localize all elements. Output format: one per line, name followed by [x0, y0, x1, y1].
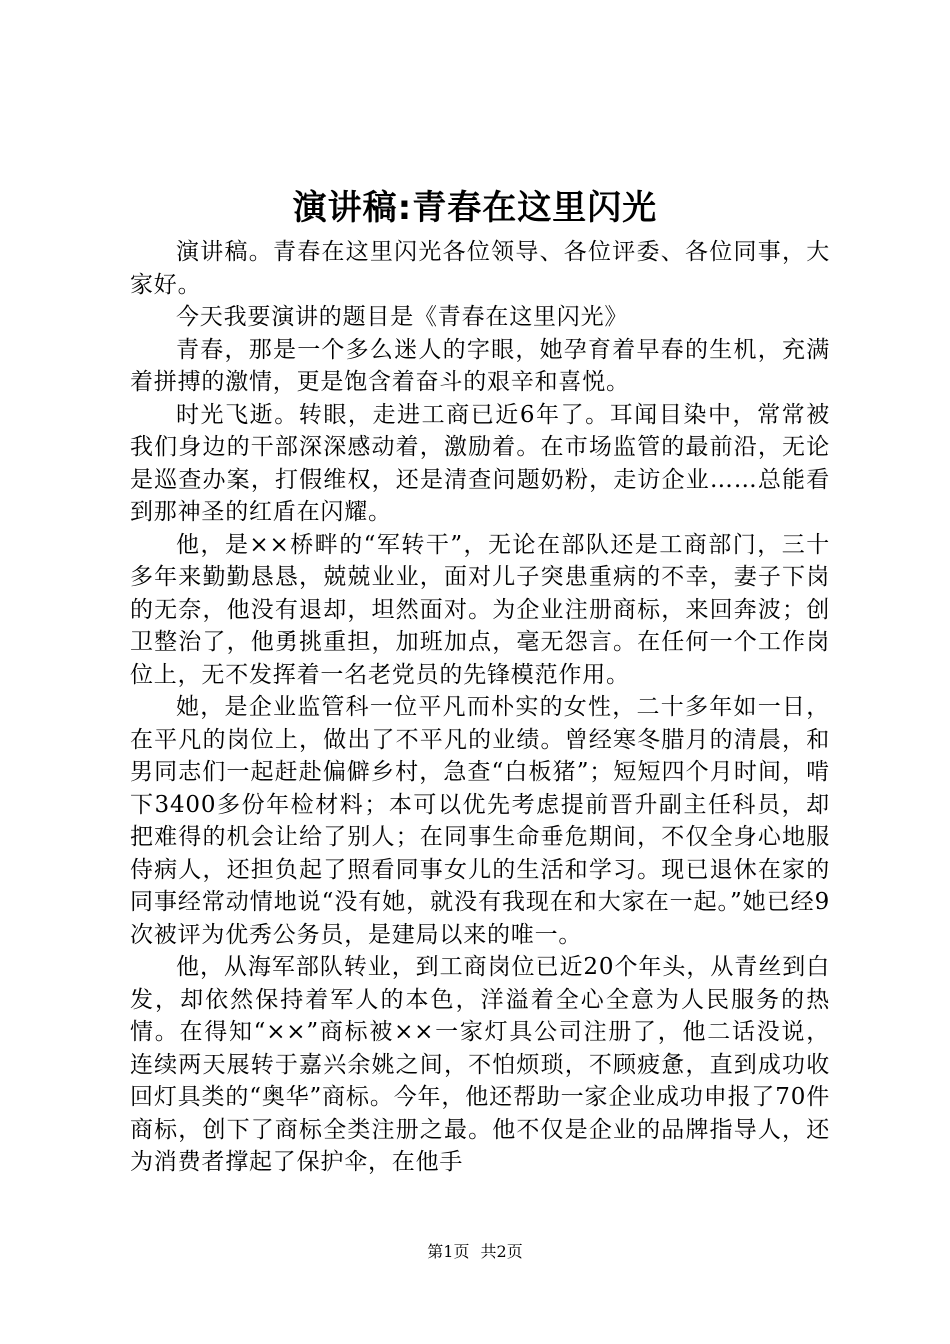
paragraph-navy-veteran: 他，从海军部队转业，到工商岗位已近20个年头，从青丝到白发，却依然保持着军人的本色，洋溢着全心全意为人民服务的热情。在得知“××”商标被××一家灯具公司注册了，他二话没说，连续两天展转于嘉兴余姚之间，不怕烦琐，不顾疲惫，直到成功收回灯具类的“奥华”商标。今年，他还帮助一家企业成功申报了70件商标，创下了商标全类注册之最。他不仅是企业的品牌指导人，还为消费者撑起了保护伞，在他手 [130, 954, 830, 1175]
page-number: 第1页 [427, 1242, 470, 1261]
document-title: 演讲稿:青春在这里闪光 [292, 188, 658, 228]
document-body [130, 236, 830, 1179]
page-footer [0, 1240, 950, 1264]
paragraph-topic: 今天我要演讲的题目是《青春在这里闪光》 [176, 304, 629, 330]
paragraph-time: 时光飞逝。转眼，走进工商已近6年了。耳闻目染中，常常被我们身边的干部深深感动着，激励着。在市场监管的最前沿，无论是巡查办案，打假维权，还是清查问题奶粉，走访企业……总能看到那神圣的红盾在闪耀。 [130, 401, 830, 525]
paragraph-woman-official: 她，是企业监管科一位平凡而朴实的女性，二十多年如一日，在平凡的岗位上，做出了不平凡的业绩。曾经寒冬腊月的清晨，和男同志们一起赶赴偏僻乡村，急查“白板猪”；短短四个月时间，啃下3400多份年检材料；本可以优先考虑提前晋升副主任科员，却把难得的机会让给了别人；在同事生命垂危期间，不仅全身心地服侍病人，还担负起了照看同事女儿的生活和学习。现已退休在家的同事经常动情地说“没有她，就没有我现在和大家在一起。”她已经9次被评为优秀公务员，是建局以来的唯一。 [130, 694, 830, 948]
paragraph-veteran: 他，是××桥畔的“军转干”，无论在部队还是工商部门，三十多年来勤勤恳恳，兢兢业业，面对儿子突患重病的不幸，妻子下岗的无奈，他没有退却，坦然面对。为企业注册商标，来回奔波；创卫整治了，他勇挑重担，加班加点，毫无怨言。在任何一个工作岗位上，无不发挥着一名老党员的先锋模范作用。 [130, 531, 830, 688]
paragraph-youth: 青春，那是一个多么迷人的字眼，她孕育着早春的生机，充满着拼搏的激情，更是饱含着奋斗的艰辛和喜悦。 [130, 336, 830, 395]
page-total: 共2页 [480, 1242, 523, 1261]
paragraph-greeting: 演讲稿。青春在这里闪光各位领导、各位评委、各位同事，大家好。 [130, 239, 830, 298]
